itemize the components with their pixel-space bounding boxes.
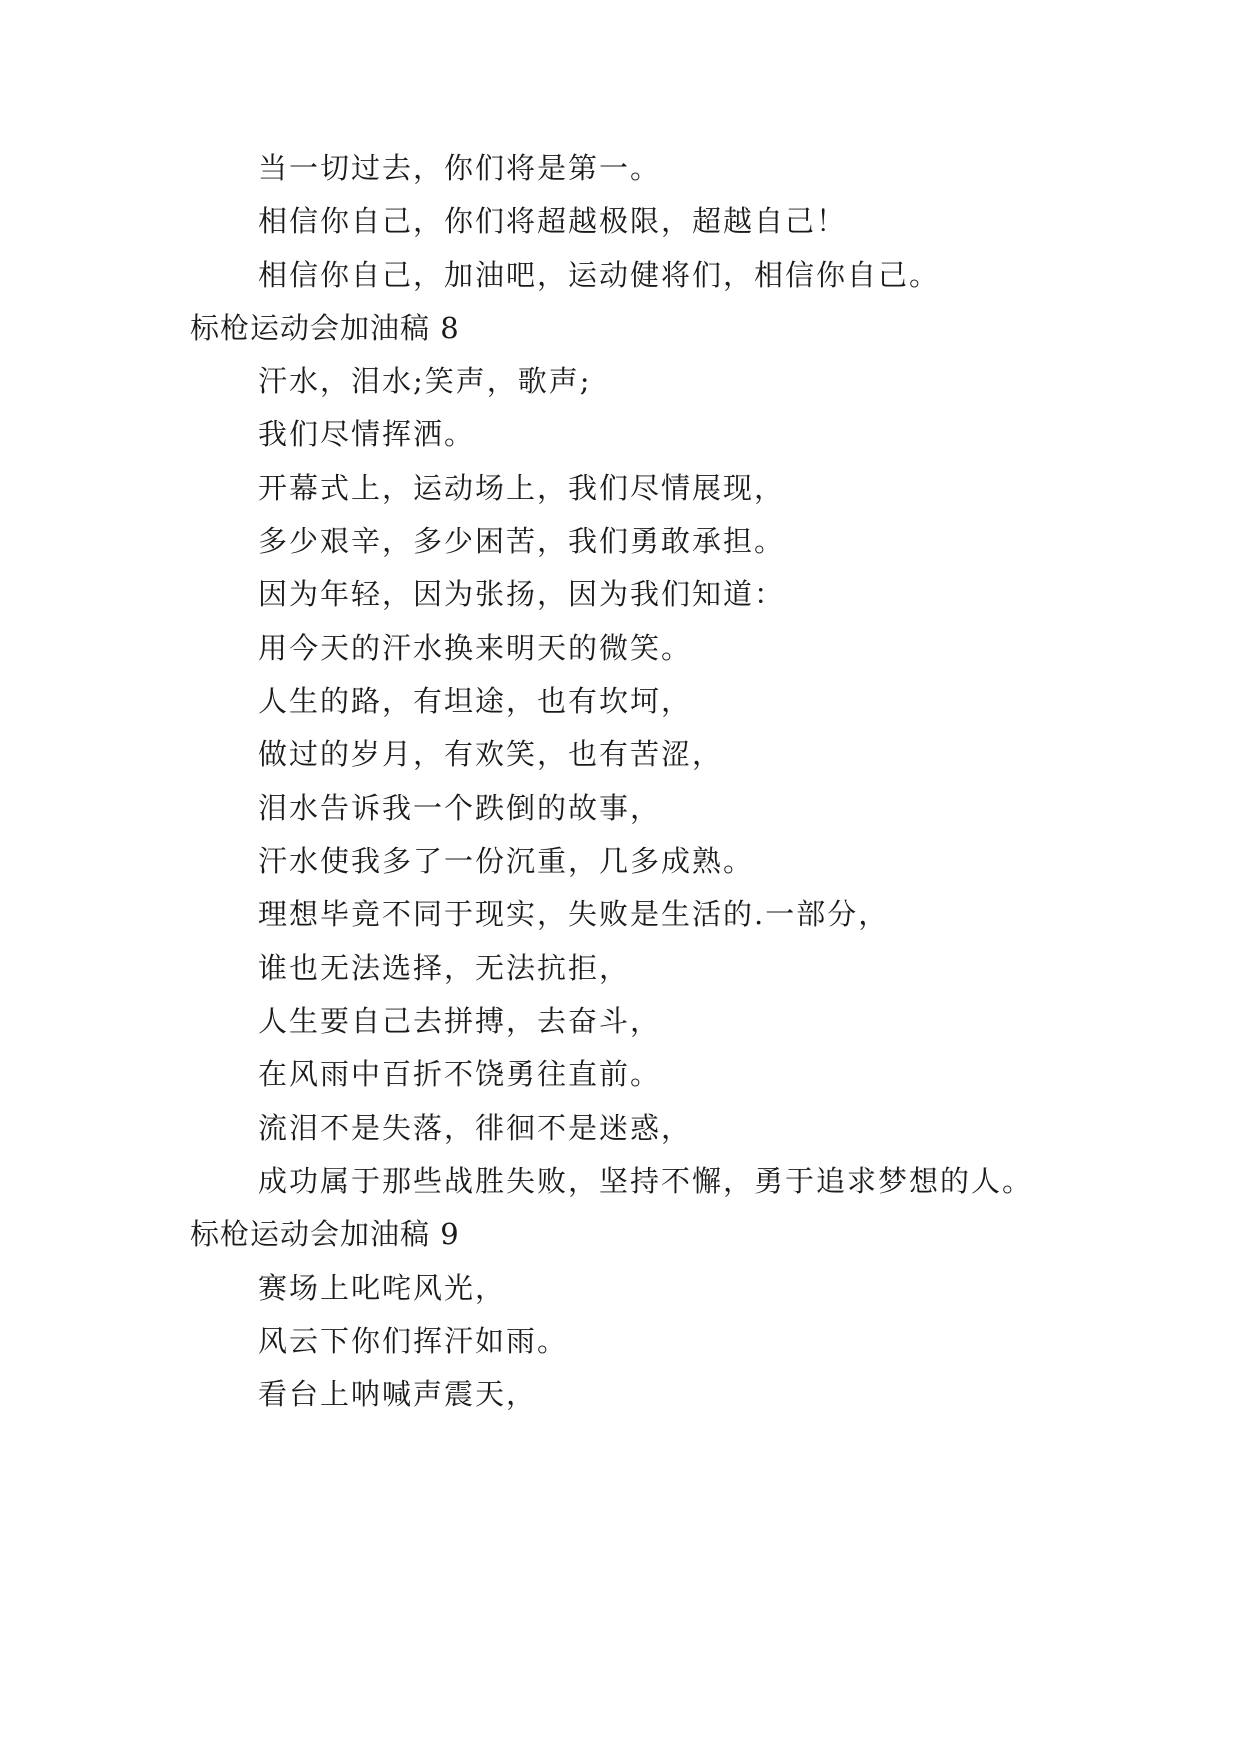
paragraph-line: 在风雨中百折不饶勇往直前。 [258,1057,662,1091]
paragraph-line: 我们尽情挥洒。 [258,417,476,451]
paragraph-line: 理想毕竟不同于现实，失败是生活的.一部分， [258,897,890,931]
paragraph-line: 泪水告诉我一个跌倒的故事， [258,791,662,825]
paragraph-line: 汗水使我多了一份沉重，几多成熟。 [258,844,755,878]
paragraph-line: 当一切过去，你们将是第一。 [258,151,662,185]
paragraph-line: 赛场上叱咤风光， [258,1271,507,1305]
paragraph-line: 成功属于那些战胜失败，坚持不懈，勇于追求梦想的人。 [258,1164,1034,1198]
paragraph-line: 做过的岁月，有欢笑，也有苦涩， [258,737,724,771]
paragraph-line: 用今天的汗水换来明天的微笑。 [258,631,693,665]
paragraph-line: 相信你自己，加油吧，运动健将们，相信你自己。 [258,258,941,292]
paragraph-line: 谁也无法选择，无法抗拒， [258,951,631,985]
paragraph-line: 因为年轻，因为张扬，因为我们知道： [258,577,786,611]
paragraph-line: 多少艰辛，多少困苦，我们勇敢承担。 [258,524,786,558]
paragraph-line: 相信你自己，你们将超越极限，超越自己！ [258,204,848,238]
paragraph-line: 汗水，泪水;笑声，歌声; [258,364,592,398]
paragraph-line: 看台上呐喊声震天， [258,1377,538,1411]
section-heading: 标枪运动会加油稿 9 [190,1217,460,1251]
paragraph-line: 开幕式上，运动场上，我们尽情展现， [258,471,786,505]
paragraph-line: 风云下你们挥汗如雨。 [258,1324,569,1358]
paragraph-line: 人生的路，有坦途，也有坎坷， [258,684,693,718]
section-heading: 标枪运动会加油稿 8 [190,311,460,345]
paragraph-line: 人生要自己去拼搏，去奋斗， [258,1004,662,1038]
paragraph-line: 流泪不是失落，徘徊不是迷惑， [258,1111,693,1145]
